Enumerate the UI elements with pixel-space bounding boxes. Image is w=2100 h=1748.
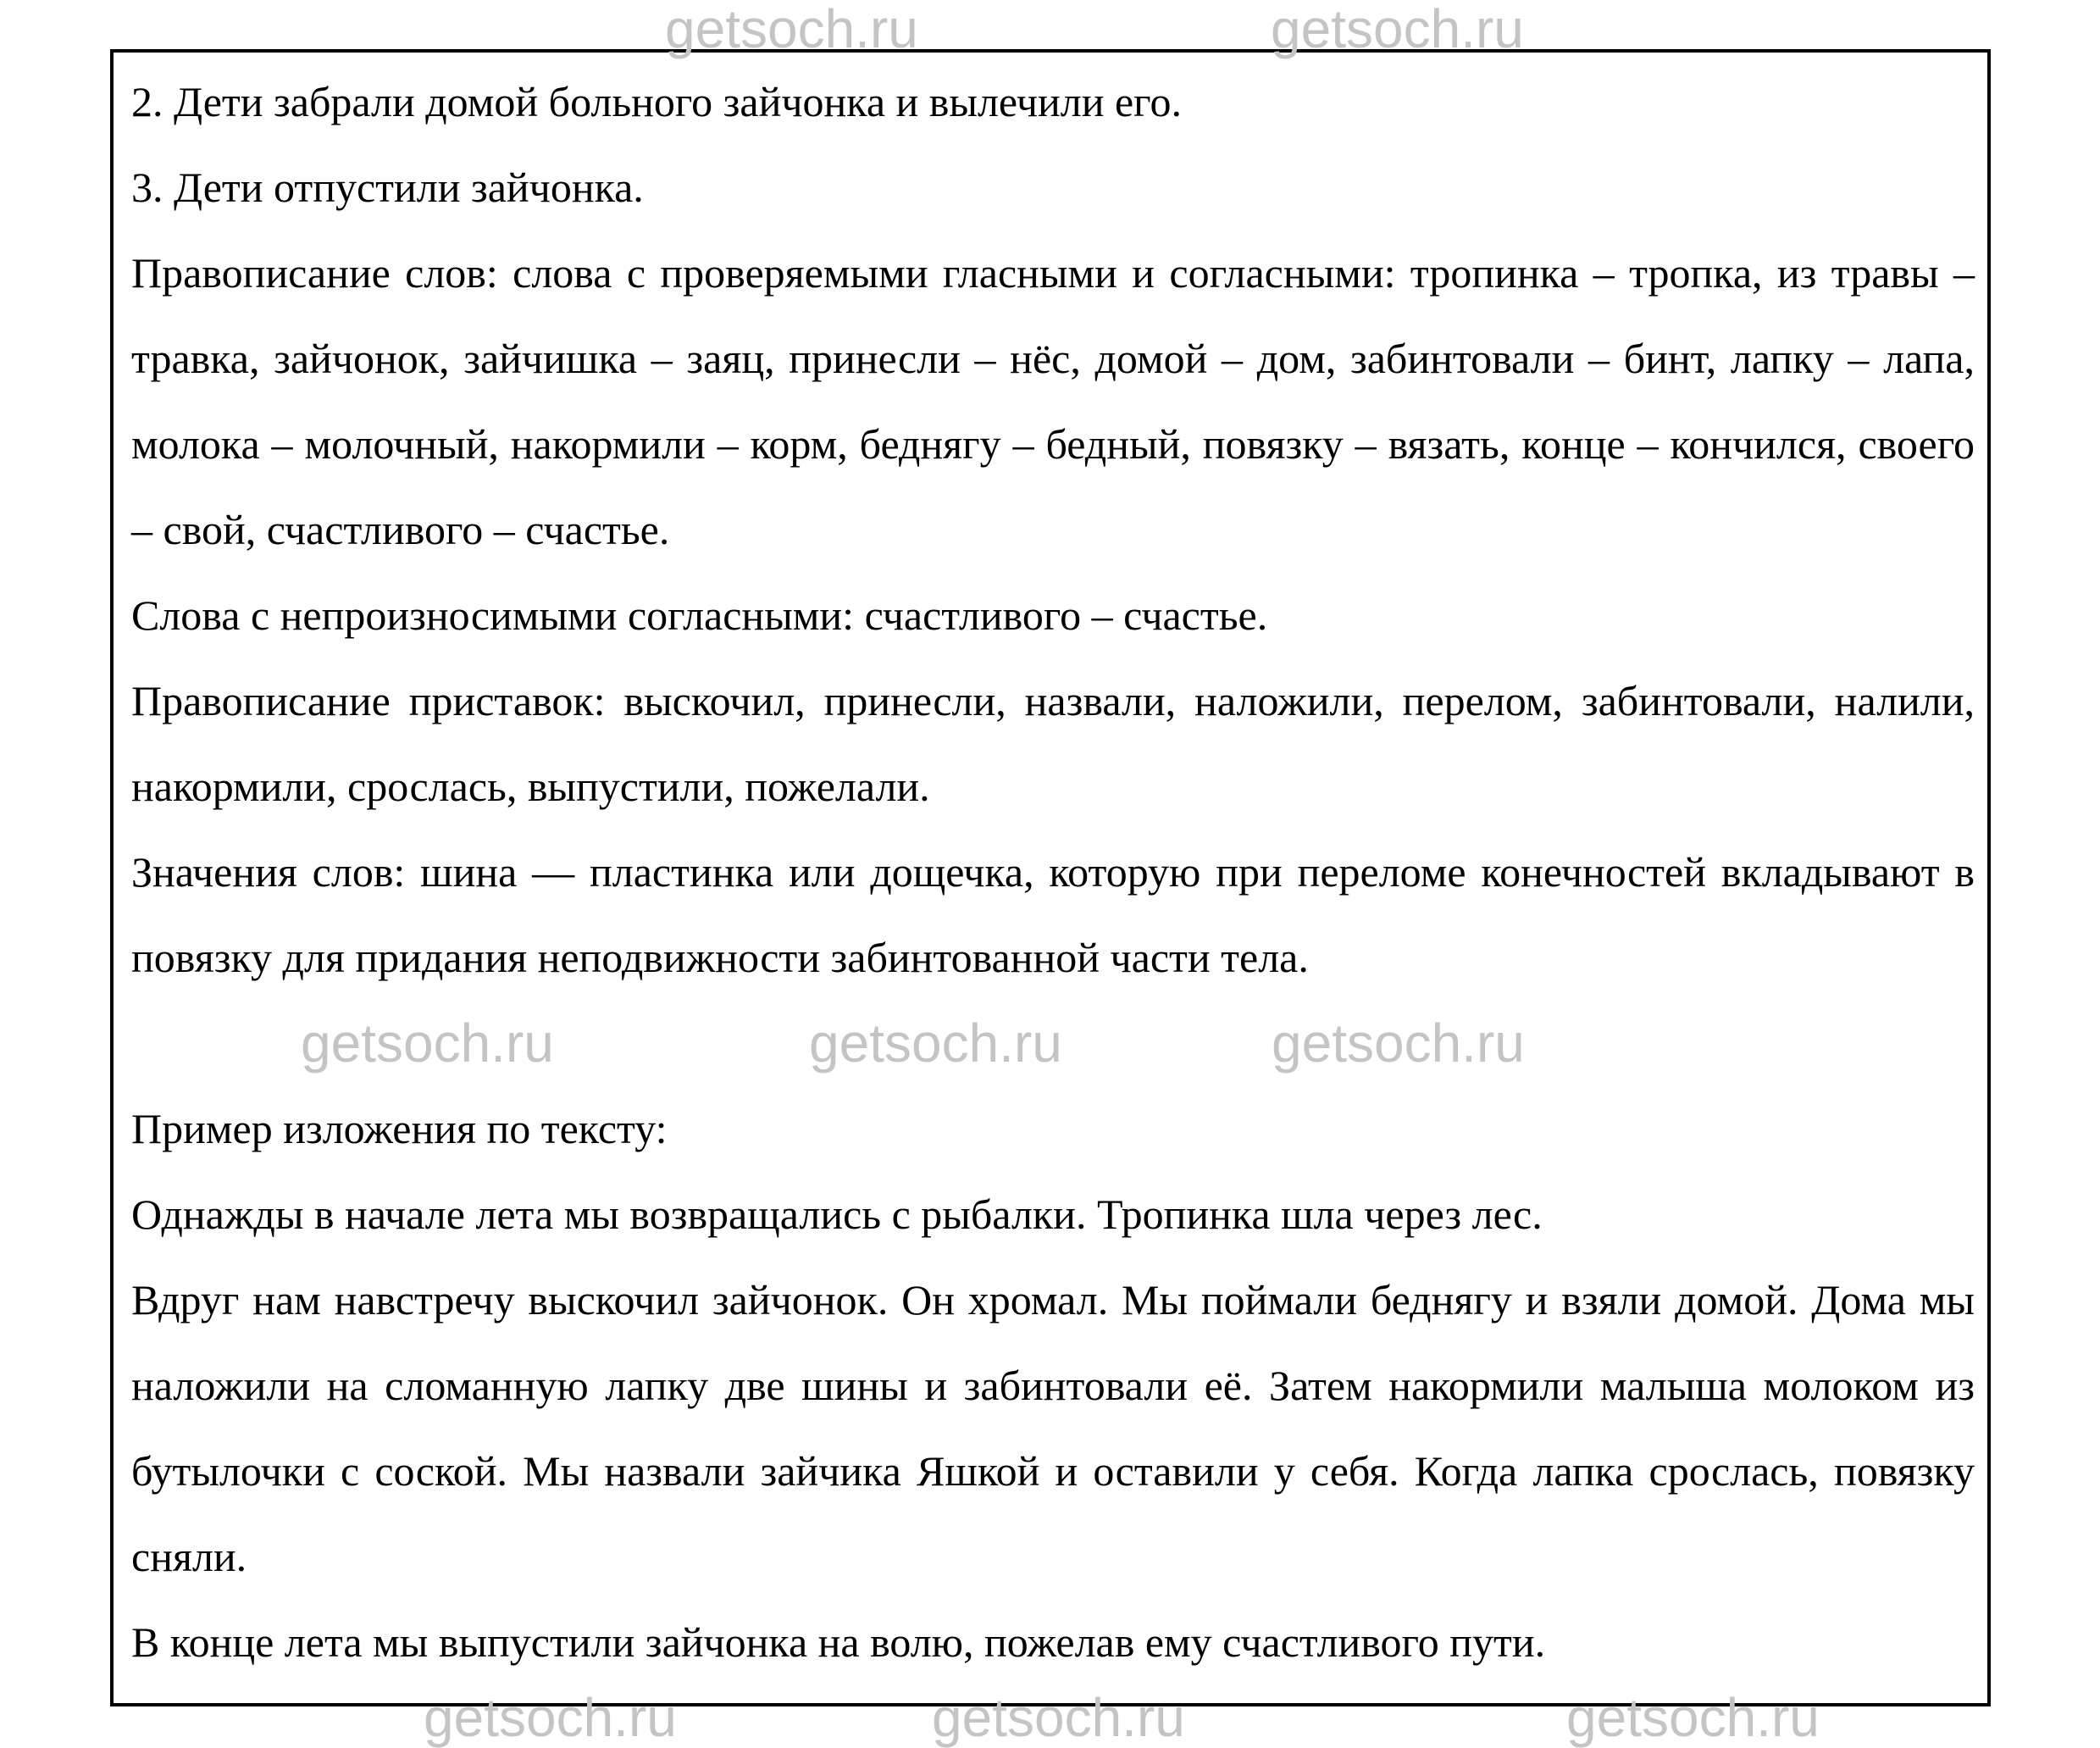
paragraph: Значения слов: шина — пластинка или дощечка, которую при переломе конечностей вкладывают в повязку для придания неподвижности забинтованной части тела. bbox=[131, 848, 1975, 981]
paragraph: Однажды в начале лета мы возвращались с рыбалки. Тропинка шла через лес. bbox=[131, 1190, 1543, 1238]
paragraph: Слова с непроизносимыми согласными: счастливого – счастье. bbox=[131, 591, 1268, 639]
paragraph: Правописание приставок: выскочил, принесли, назвали, наложили, перелом, забинтовали, налили, накормили, срослась, выпустили, пожелали. bbox=[131, 677, 1975, 810]
document-text bbox=[131, 59, 1975, 1685]
watermark: getsoch.ru bbox=[424, 1687, 677, 1748]
paragraph: 2. Дети забрали домой больного зайчонка и вылечили его. bbox=[131, 78, 1182, 125]
watermark: getsoch.ru bbox=[1566, 1687, 1820, 1748]
paragraph: Вдруг нам навстречу выскочил зайчонок. Он хромал. Мы поймали беднягу и взяли домой. Дома мы наложили на сломанную лапку две шины и забинтовали её. Затем накормили малыша молоком из бутылочки с соской. Мы назвали зайчика Яшкой и оставили у себя. Когда лапка срослась, повязку сняли. bbox=[131, 1276, 1975, 1580]
paragraph: Правописание слов: слова с проверяемыми гласными и согласными: тропинка – тропка, из травы – травка, зайчонок, зайчишка – заяц, принесли – нёс, домой – дом, забинтовали – бинт, лапку – лапа, молока – молочный, накормили – корм, беднягу – бедный, повязку – вязать, конце – кончился, своего – свой, счастливого – счастье. bbox=[131, 249, 1975, 553]
watermark: getsoch.ru bbox=[1272, 1013, 1525, 1074]
paragraph: В конце лета мы выпустили зайчонка на волю, пожелав ему счастливого пути. bbox=[131, 1618, 1546, 1666]
paragraph: 3. Дети отпустили зайчонка. bbox=[131, 164, 644, 211]
watermark: getsoch.ru bbox=[1271, 0, 1524, 59]
blank-line bbox=[131, 1001, 1975, 1086]
watermark: getsoch.ru bbox=[932, 1687, 1185, 1748]
watermark: getsoch.ru bbox=[809, 1013, 1062, 1074]
watermark: getsoch.ru bbox=[301, 1013, 554, 1074]
watermark: getsoch.ru bbox=[665, 0, 918, 59]
paragraph: Пример изложения по тексту: bbox=[131, 1105, 668, 1152]
